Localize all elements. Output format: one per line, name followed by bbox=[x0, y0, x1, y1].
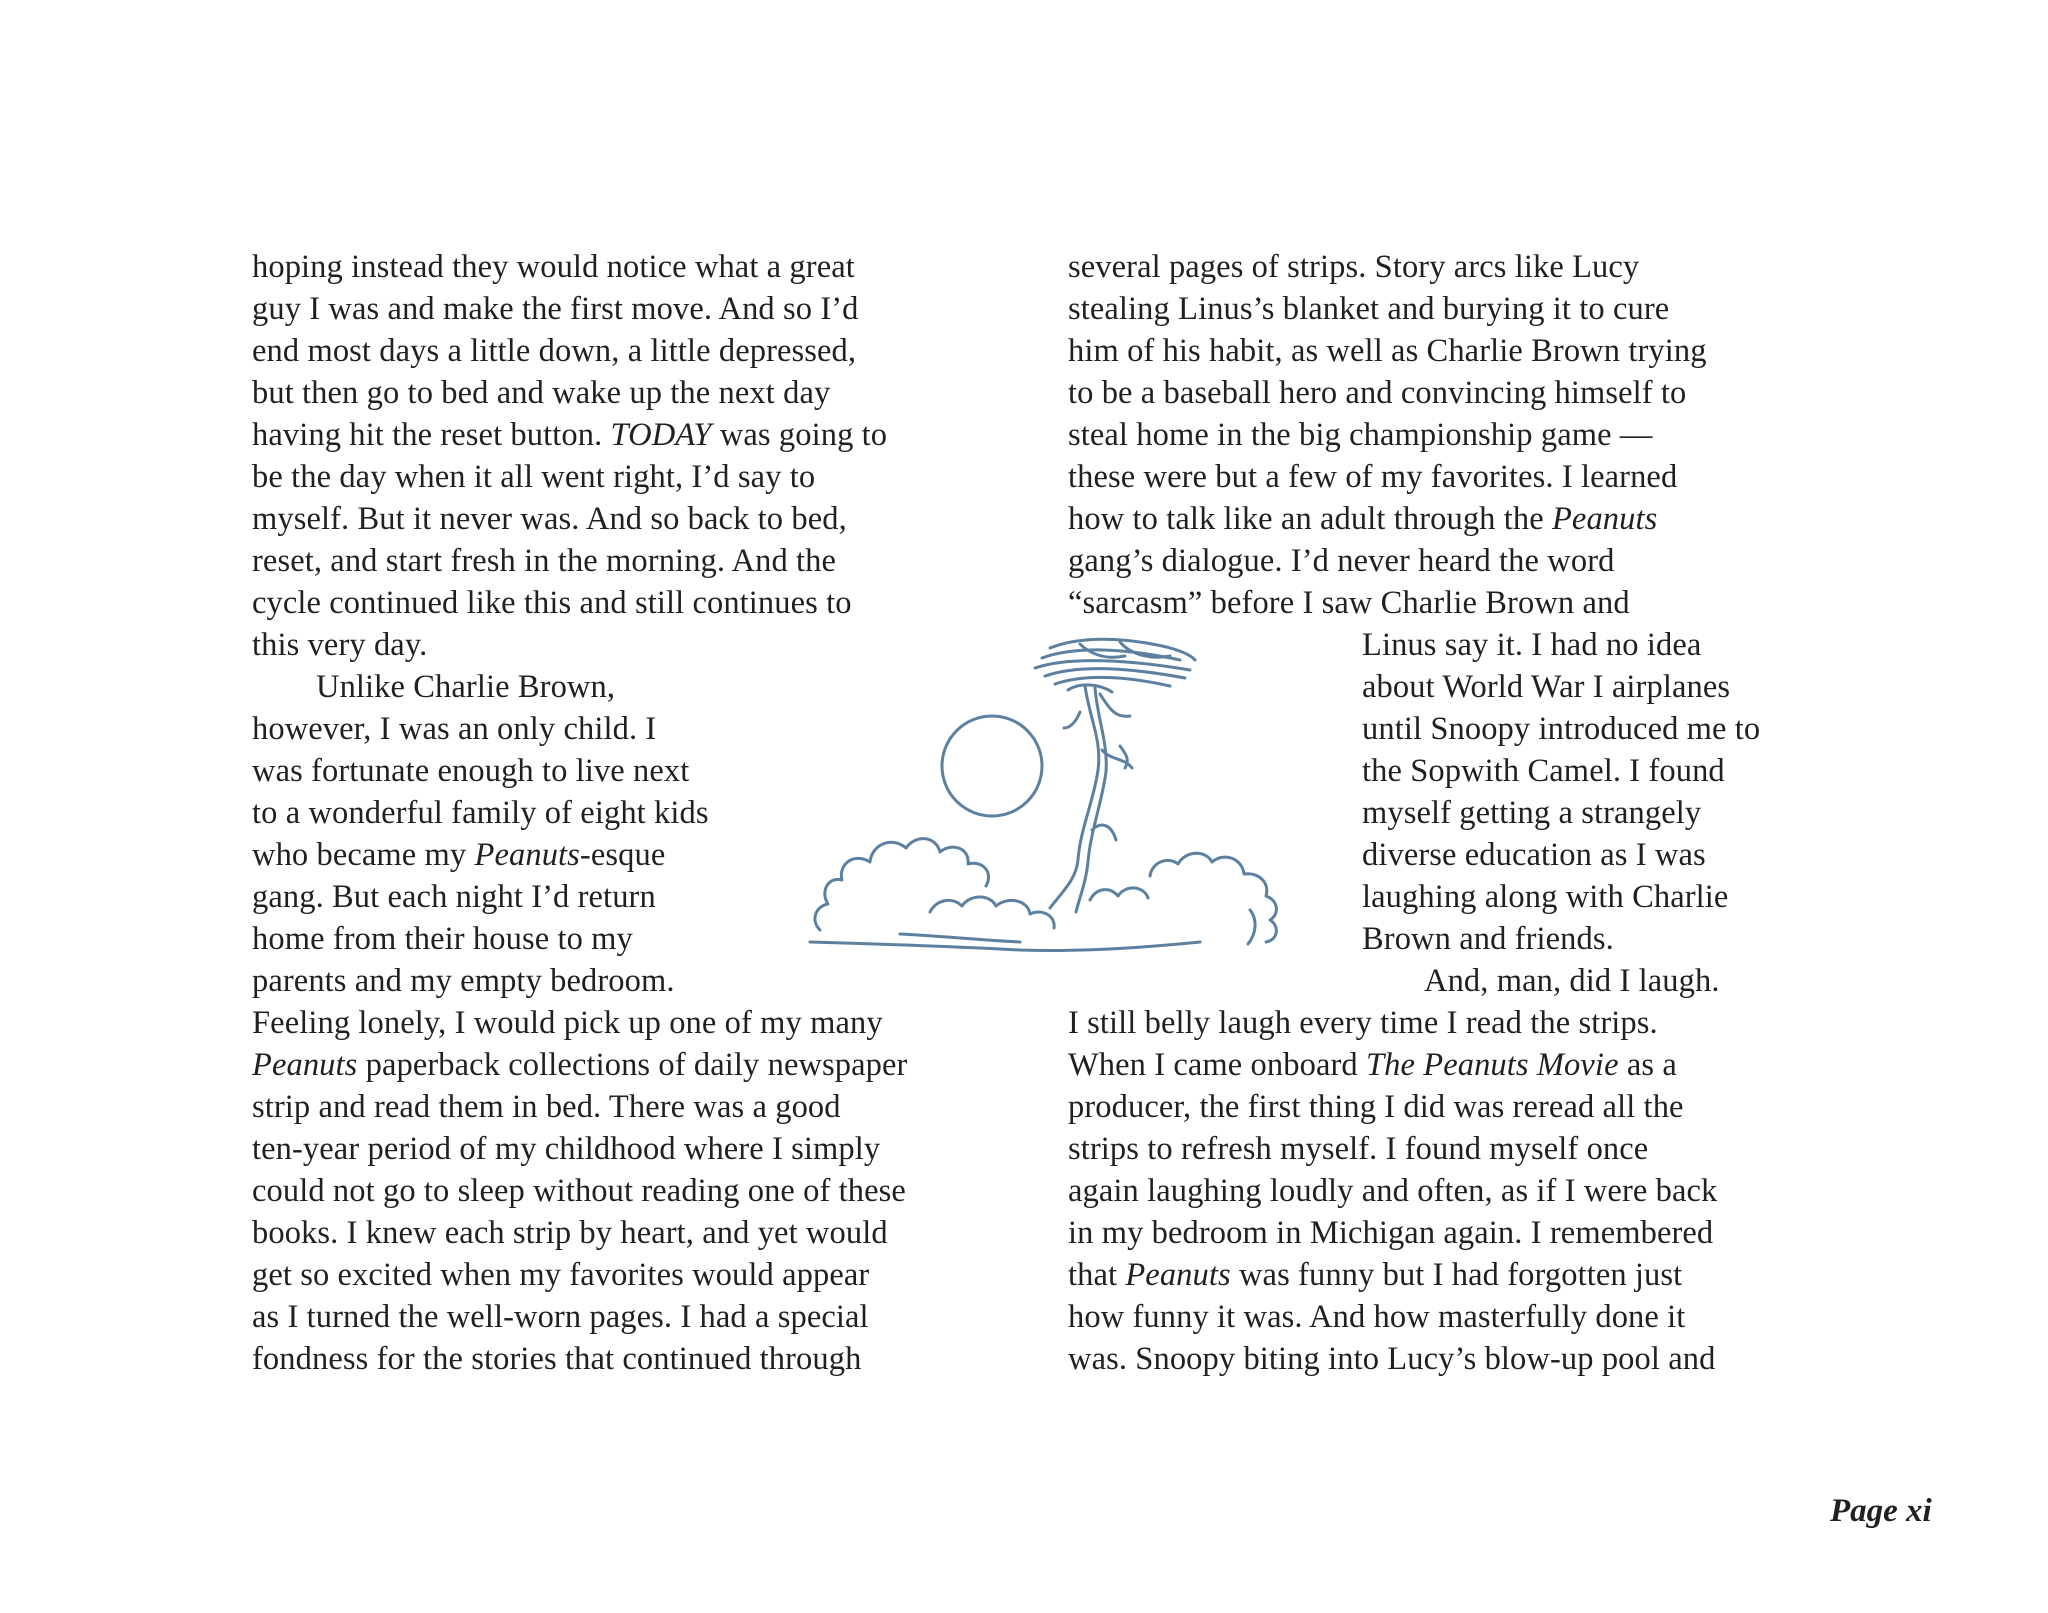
left-column-line: however, I was an only child. I bbox=[252, 711, 657, 747]
left-column-line: be the day when it all went right, I’d say to bbox=[252, 459, 816, 495]
line-text: When I came onboard bbox=[1068, 1047, 1366, 1083]
left-column-line: could not go to sleep without reading one of these bbox=[252, 1173, 906, 1209]
italic-text: The Peanuts Movie bbox=[1365, 1047, 1619, 1083]
right-column-line: And, man, did I laugh. bbox=[1424, 963, 1720, 999]
left-column-line: as I turned the well-worn pages. I had a special bbox=[252, 1299, 869, 1335]
left-column-line: home from their house to my bbox=[252, 921, 633, 957]
right-column-line: in my bedroom in Michigan again. I remembered bbox=[1068, 1215, 1714, 1251]
left-column-line: strip and read them in bed. There was a good bbox=[252, 1089, 841, 1125]
italic-text: TODAY bbox=[610, 417, 712, 453]
left-column-line: Feeling lonely, I would pick up one of my many bbox=[252, 1005, 883, 1041]
right-column-line: steal home in the big championship game — bbox=[1068, 417, 1653, 453]
clouds-drawing bbox=[810, 839, 1276, 951]
line-text: was funny but I had forgotten just bbox=[1230, 1257, 1683, 1293]
right-column-line: diverse education as I was bbox=[1362, 837, 1706, 873]
left-column-line: reset, and start fresh in the morning. And the bbox=[252, 543, 837, 579]
right-column-line: again laughing loudly and often, as if I were back bbox=[1068, 1173, 1718, 1209]
line-text: was going to bbox=[711, 417, 888, 453]
right-column-line: him of his habit, as well as Charlie Brown trying bbox=[1068, 333, 1707, 369]
right-column-line bbox=[1068, 1254, 1682, 1296]
right-column-line: how funny it was. And how masterfully done it bbox=[1068, 1299, 1686, 1335]
right-column-line: laughing along with Charlie bbox=[1362, 879, 1729, 915]
right-column-line: gang’s dialogue. I’d never heard the word bbox=[1068, 543, 1615, 579]
right-column-line: several pages of strips. Story arcs like Lucy bbox=[1068, 249, 1640, 285]
right-column-line: Linus say it. I had no idea bbox=[1362, 627, 1702, 663]
left-column-line: ten-year period of my childhood where I simply bbox=[252, 1131, 881, 1167]
italic-text: Peanuts bbox=[474, 837, 580, 873]
left-column-line: parents and my empty bedroom. bbox=[252, 963, 675, 999]
line-text: how to talk like an adult through the bbox=[1068, 501, 1552, 537]
right-column-line: the Sopwith Camel. I found bbox=[1362, 753, 1725, 789]
left-column-line: end most days a little down, a little depressed, bbox=[252, 333, 857, 369]
line-text: that bbox=[1068, 1257, 1126, 1293]
line-text: who became my bbox=[252, 837, 475, 873]
right-column-line: strips to refresh myself. I found myself once bbox=[1068, 1131, 1649, 1167]
left-column-line bbox=[252, 1044, 907, 1086]
left-column-line: myself. But it never was. And so back to bed, bbox=[252, 501, 847, 537]
left-column-line bbox=[252, 834, 665, 876]
left-column-line: hoping instead they would notice what a great bbox=[252, 249, 855, 285]
tree-canopy-drawing bbox=[1035, 639, 1195, 692]
right-column-line: to be a baseball hero and convincing himself to bbox=[1068, 375, 1687, 411]
left-column-line: fondness for the stories that continued through bbox=[252, 1341, 862, 1377]
right-column-line bbox=[1068, 1044, 1677, 1086]
right-column-line: these were but a few of my favorites. I learned bbox=[1068, 459, 1678, 495]
left-column-line bbox=[252, 414, 887, 456]
sun-drawing bbox=[942, 716, 1042, 816]
right-column-line bbox=[1068, 498, 1657, 540]
italic-text: Peanuts bbox=[1125, 1257, 1231, 1293]
line-text: paperback collections of daily newspaper bbox=[357, 1047, 908, 1083]
right-column-line: myself getting a strangely bbox=[1362, 795, 1702, 831]
right-column-line: stealing Linus’s blanket and burying it to cure bbox=[1068, 291, 1670, 327]
right-column-line: I still belly laugh every time I read the strips. bbox=[1068, 1005, 1658, 1041]
right-column-line: until Snoopy introduced me to bbox=[1362, 711, 1761, 747]
left-column-line: gang. But each night I’d return bbox=[252, 879, 656, 915]
left-column-line: to a wonderful family of eight kids bbox=[252, 795, 709, 831]
right-column-line: about World War I airplanes bbox=[1362, 669, 1731, 705]
line-text: having hit the reset button. bbox=[252, 417, 611, 453]
right-column-line: Brown and friends. bbox=[1362, 921, 1614, 957]
tree-sun-clouds-sketch-icon bbox=[780, 630, 1340, 970]
italic-text: Peanuts bbox=[1551, 501, 1658, 537]
left-column-line: was fortunate enough to live next bbox=[252, 753, 690, 789]
left-column-line: but then go to bed and wake up the next day bbox=[252, 375, 831, 411]
right-column-line: producer, the first thing I did was reread all the bbox=[1068, 1089, 1684, 1125]
left-column-line: guy I was and make the first move. And so I’d bbox=[252, 291, 859, 327]
left-column-line: this very day. bbox=[252, 627, 428, 663]
italic-text: Peanuts bbox=[252, 1047, 358, 1083]
line-text: as a bbox=[1618, 1047, 1677, 1083]
left-column-line: get so excited when my favorites would appear bbox=[252, 1257, 870, 1293]
left-column-line: books. I knew each strip by heart, and yet would bbox=[252, 1215, 888, 1251]
right-column-line: was. Snoopy biting into Lucy’s blow-up pool and bbox=[1068, 1341, 1716, 1377]
right-column-line: “sarcasm” before I saw Charlie Brown and bbox=[1068, 585, 1630, 621]
left-column-line: cycle continued like this and still continues to bbox=[252, 585, 852, 621]
tree-trunk-drawing bbox=[1050, 686, 1132, 912]
page-number: Page xi bbox=[1830, 1493, 1932, 1529]
line-text: -esque bbox=[579, 837, 666, 873]
left-column-line: Unlike Charlie Brown, bbox=[316, 669, 616, 705]
